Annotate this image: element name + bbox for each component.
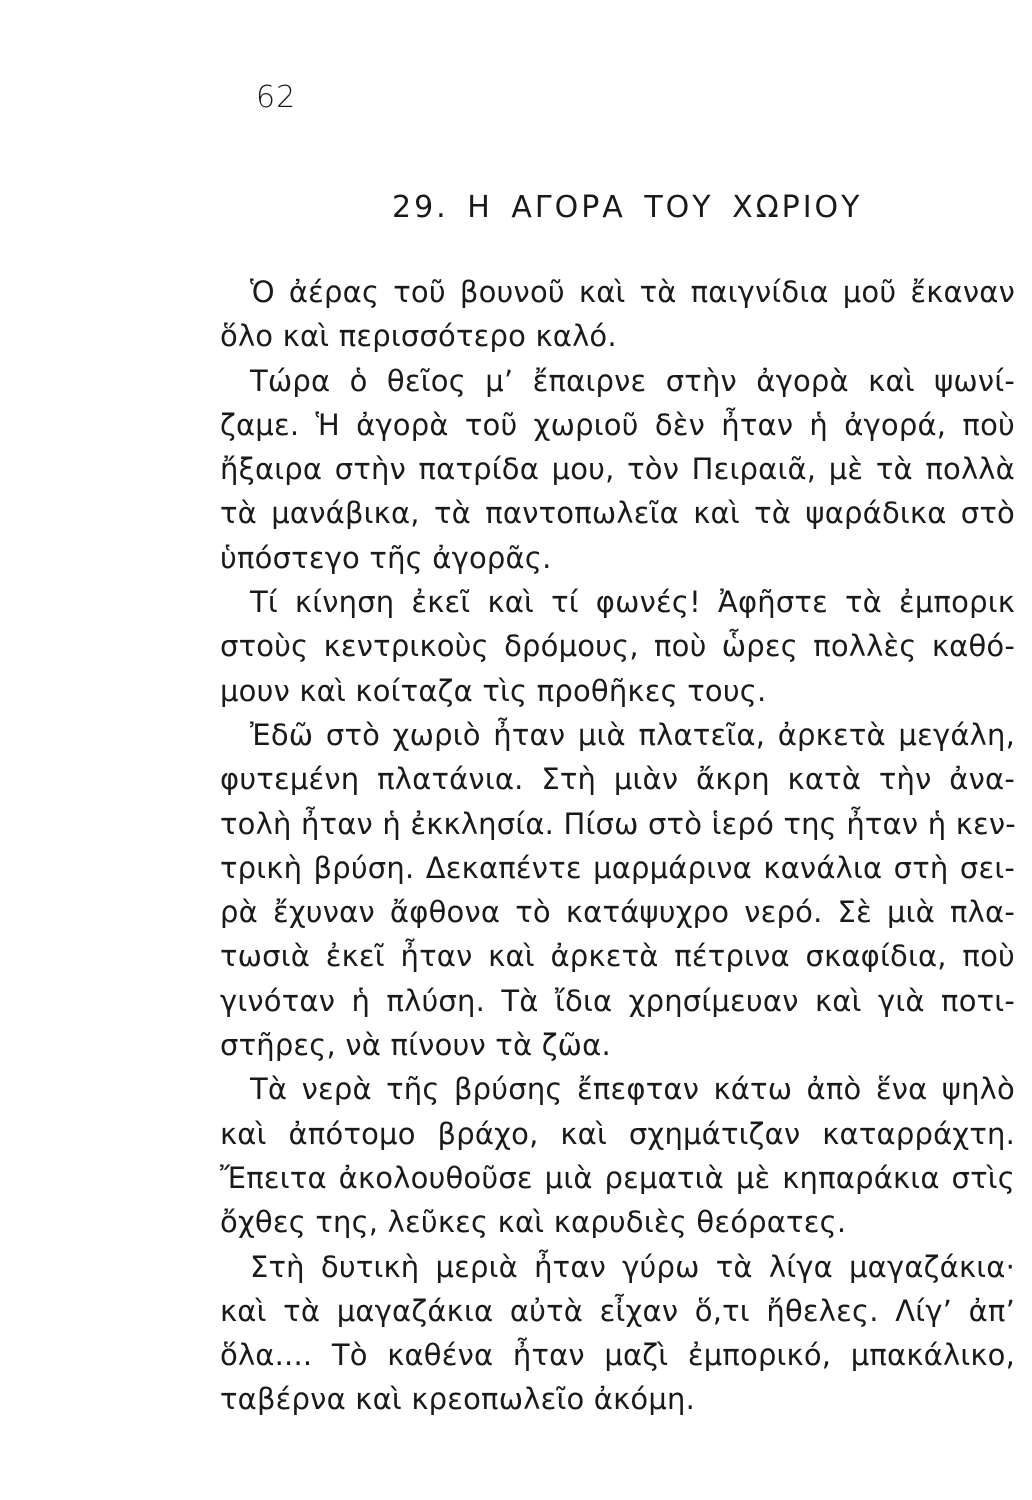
text-line: Ὁ ἀέρας τοῦ βουνοῦ καὶ τὰ παιγνίδια μοῦ ἔκαναν <box>250 275 1015 309</box>
text-line: καὶ τὰ μαγαζάκια αὐτὰ εἶχαν ὅ,τι ἤθελες. Λίγ’ ἀπ’ <box>220 1293 1015 1328</box>
text-line: στοὺς κεντρικοὺς δρόμους, ποὺ ὧρες πολλὲς καθό- <box>220 629 1015 664</box>
text-line: Ἔπειτα ἀκολουθοῦσε μιὰ ρεματιὰ μὲ κηπαράκια στὶς <box>220 1160 1015 1195</box>
text-line: ὑπόστεγο τῆς ἀγορᾶς. <box>220 540 552 575</box>
text-line: στῆρες, νὰ πίνουν τὰ ζῶα. <box>220 1028 611 1063</box>
text-line: Τώρα ὁ θεῖος μ’ ἔπαιρνε στὴν ἀγορὰ καὶ ψωνί- <box>250 363 1015 398</box>
text-line: τὰ μανάβικα, τὰ παντοπωλεῖα καὶ τὰ ψαράδικα στὸ <box>220 496 1015 531</box>
text-line: γινόταν ἡ πλύση. Τὰ ἴδια χρησίμευαν καὶ γιὰ ποτι- <box>220 983 1015 1018</box>
text-line: τρικὴ βρύση. Δεκαπέντε μαρμάρινα κανάλια στὴ σει- <box>220 850 1015 885</box>
text-line: τωσιὰ ἐκεῖ ἦταν καὶ ἀρκετὰ πέτρινα σκαφίδια, ποὺ <box>220 939 1015 974</box>
text-line: ὅλο καὶ περισσότερο καλό. <box>220 319 617 354</box>
body-text <box>220 270 1015 1422</box>
text-line: ταβέρνα καὶ κρεοπωλεῖο ἀκόμη. <box>220 1382 696 1417</box>
text-line: ρὰ ἔχυναν ἄφθονα τὸ κατάψυχρο νερό. Σὲ μιὰ πλα- <box>220 895 1015 930</box>
text-line: ἤξαιρα στὴν πατρίδα μου, τὸν Πειραιᾶ, μὲ τὰ πολλὰ <box>220 452 1015 487</box>
text-line: μουν καὶ κοίταζα τὶς προθῆκες τους. <box>220 673 767 708</box>
page-number: 62 <box>256 80 297 115</box>
text-line: τολὴ ἦταν ἡ ἐκκλησία. Πίσω στὸ ἱερό της ἦταν ἡ κεν- <box>220 806 1016 841</box>
text-line: Τὰ νερὰ τῆς βρύσης ἔπεφταν κάτω ἀπὸ ἕνα ψηλὸ <box>250 1072 1015 1107</box>
text-line: Ἐδῶ στὸ χωριὸ ἦταν μιὰ πλατεῖα, ἀρκετὰ μεγάλη, <box>250 717 1015 752</box>
text-line: ὅλα.... Τὸ καθένα ἦταν μαζὶ ἐμπορικό, μπακάλικο, <box>220 1338 1015 1373</box>
text-line: Τί κίνηση ἐκεῖ καὶ τί φωνές! Ἀφῆστε τὰ ἐμπορικ <box>250 585 1015 620</box>
text-line: ὄχθες της, λεῦκες καὶ καρυδιὲς θεόρατες. <box>220 1205 847 1240</box>
text-line: φυτεμένη πλατάνια. Στὴ μιὰν ἄκρη κατὰ τὴν ἀνα- <box>220 762 1015 797</box>
text-line: Στὴ δυτικὴ μεριὰ ἦταν γύρω τὰ λίγα μαγαζάκια· <box>250 1249 1015 1284</box>
text-line: καὶ ἀπότομο βράχο, καὶ σχημάτιζαν καταρράχτη. <box>220 1116 1015 1151</box>
text-line: ζαμε. Ἡ ἀγορὰ τοῦ χωριοῦ δὲν ἦταν ἡ ἀγορά, ποὺ <box>220 407 1015 442</box>
chapter-title: 29. Η ΑΓΟΡΑ ΤΟΥ ΧΩΡΙΟΥ <box>392 190 863 225</box>
